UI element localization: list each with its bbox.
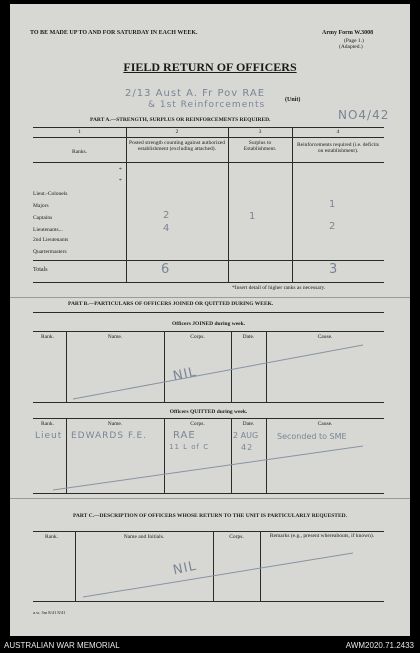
part-b-title: PART B.—PARTICULARS OF OFFICERS JOINED OR QUITTED DURING WEEK.	[68, 301, 274, 307]
part-c-title: PART C.—DESCRIPTION OF OFFICERS WHOSE RETURN TO THE UNIT IS PARTICULARLY REQUESTED.	[72, 513, 347, 519]
joined-nil: NIL	[171, 364, 199, 385]
part-a-footnote: *Insert detail of higher ranks as necessary.	[232, 285, 326, 291]
quitted-table	[33, 418, 384, 493]
quitted-col-name: Name.	[107, 421, 123, 427]
quitted-title: Officers QUITTED during week.	[169, 409, 248, 415]
part-a-title: PART A.—STRENGTH, SURPLUS OR REINFORCEMENTS REQUIRED.	[90, 117, 271, 123]
part-c-col-name: Name and Initials.	[123, 534, 165, 540]
posted-captains: 2	[163, 210, 171, 221]
asterisk-2: *	[119, 178, 122, 184]
form-title: FIELD RETURN OF OFFICERS	[123, 60, 297, 74]
joined-table	[33, 331, 384, 402]
part-c-col-remarks: Remarks (e.g., present whereabouts, if known).	[269, 533, 375, 539]
header-ranks: Ranks.	[71, 149, 88, 155]
col-number-2: 2	[175, 129, 179, 135]
quitted-col-cause: Cause.	[317, 421, 333, 427]
part-c-col-corps: Corps.	[229, 534, 244, 540]
col-number-1: 1	[78, 129, 81, 135]
joined-col-corps: Corps.	[190, 334, 205, 340]
unit-handwriting-2: & 1st Reinforcements	[148, 100, 266, 110]
rank-2nd-lieutenants: 2nd Lieutenants	[33, 237, 69, 243]
part-c-col-rank: Rank.	[45, 534, 58, 540]
reinforcements-lieutenants: 2	[329, 221, 337, 232]
joined-col-rank: Rank.	[41, 334, 54, 340]
quitted-corps: RAE	[173, 430, 196, 441]
unit-handwriting-1: 2/13 Aust A. Fr Pov RAE	[125, 88, 266, 99]
quitted-corps-unit: 11 L of C	[169, 443, 210, 451]
part-c-table	[33, 531, 384, 601]
quitted-date-year: 42	[241, 443, 254, 452]
quitted-cause: Seconded to SME	[277, 432, 347, 441]
rank-majors: Majors	[33, 203, 49, 209]
total-reinforcements: 3	[329, 262, 339, 277]
fold-line	[10, 297, 410, 298]
rank-quartermasters: Quartermasters	[33, 249, 67, 255]
quitted-strike-line	[33, 418, 384, 493]
quitted-col-rank: Rank.	[41, 421, 54, 427]
instruction-text: TO BE MADE UP TO AND FOR SATURDAY IN EACH WEEK.	[30, 30, 198, 36]
quitted-col-date: Date.	[242, 421, 255, 427]
return-date-handwriting: NO4/42	[338, 108, 390, 122]
totals-label: Totals	[33, 267, 48, 273]
rank-lieutenants: Lieutenants...	[33, 227, 63, 233]
footer-institution: AUSTRALIAN WAR MEMORIAL	[4, 641, 120, 650]
quitted-name: EDWARDS F.E.	[71, 431, 148, 441]
unit-label: (Unit)	[285, 97, 301, 103]
posted-lieutenants: 4	[163, 223, 171, 234]
footer-accession: AWM2020.71.2433	[345, 641, 414, 650]
part-c-nil: NIL	[171, 558, 199, 579]
rank-captains: Captains	[33, 215, 53, 221]
printer-code: a.w. 3m 8/41 8/41	[33, 610, 66, 615]
part-c-strike-line	[33, 531, 384, 601]
joined-strike-line	[33, 331, 384, 402]
adapted-note: (Adapted.)	[339, 44, 363, 50]
fold-line-2	[10, 498, 410, 499]
header-surplus: Surplus to Establishment.	[243, 140, 277, 152]
rank-lieut-colonels: Lieut.-Colonels	[33, 191, 68, 197]
page-number: (Page 1.)	[344, 38, 364, 44]
quitted-rank: Lieut	[35, 431, 63, 441]
reinforcements-majors: 1	[329, 199, 337, 210]
joined-title: Officers JOINED during week.	[171, 321, 246, 327]
form-number: Army Form W.3008	[322, 30, 374, 36]
header-posted: Posted strength counting against authorized establishment (excluding attached).	[129, 140, 225, 152]
col-number-4: 4	[336, 129, 340, 135]
header-reinforcements: Reinforcements required (i.e. deficits on establishment).	[296, 142, 379, 154]
asterisk-1: *	[119, 167, 122, 173]
total-posted: 6	[161, 262, 171, 277]
surplus-captains: 1	[249, 211, 257, 222]
joined-col-cause: Cause.	[317, 334, 333, 340]
part-b-rule	[33, 312, 384, 313]
quitted-date: 2 AUG	[233, 431, 259, 440]
quitted-col-corps: Corps.	[190, 421, 205, 427]
joined-col-name: Name.	[107, 334, 123, 340]
joined-col-date: Date.	[242, 334, 255, 340]
part-a-table	[33, 127, 384, 282]
col-number-3: 3	[258, 129, 262, 135]
